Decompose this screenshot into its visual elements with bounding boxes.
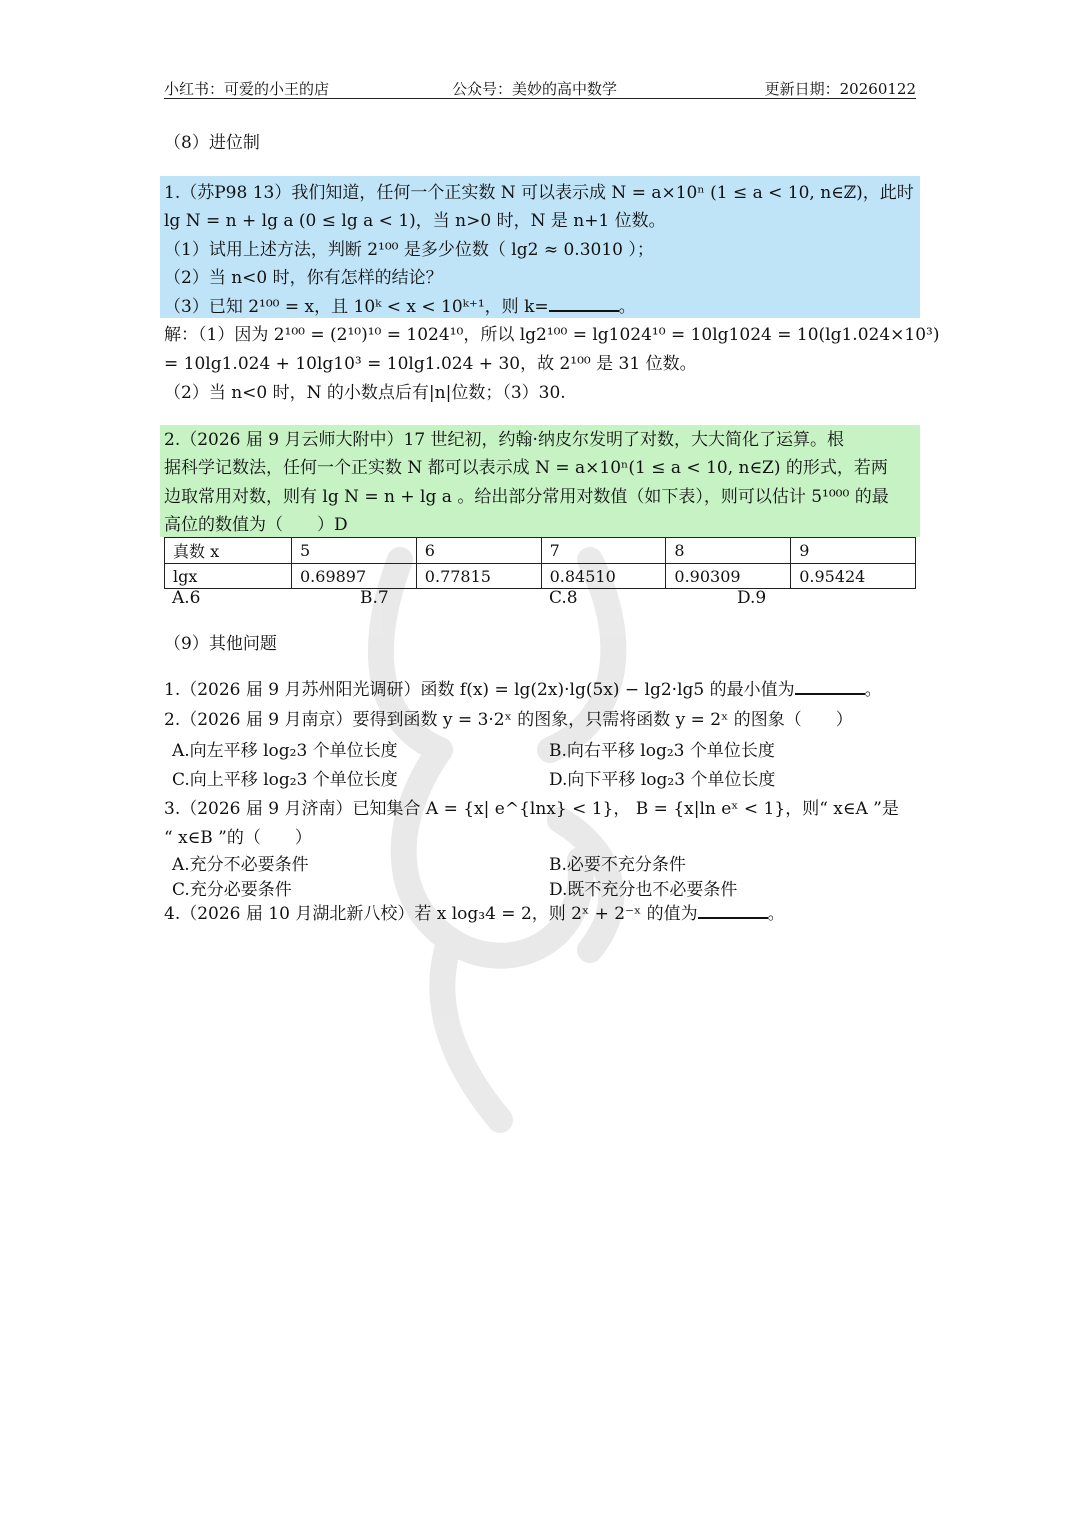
- table-cell: 0.90309: [666, 564, 791, 589]
- header-left: 小红书：可爱的小王的店: [164, 80, 330, 98]
- other-problem-1-end: 。: [864, 680, 882, 700]
- problem-1-q3-text: （3）已知 2¹⁰⁰ = x，且 10ᵏ < x < 10ᵏ⁺¹，则 k=: [164, 297, 549, 317]
- problem-1-q1: （1）试用上述方法，判断 2¹⁰⁰ 是多少位数（ lg2 ≈ 0.3010 ）；: [164, 240, 654, 260]
- problem-2-line2: 据科学记数法，任何一个正实数 N 都可以表示成 N = a×10ⁿ(1 ≤ a < 10, n∈Z) 的形式，若两: [164, 458, 888, 478]
- other-problem-4-end: 。: [767, 904, 785, 924]
- section-9-title: （9）其他问题: [164, 634, 277, 654]
- page-header: [164, 78, 916, 99]
- other-problem-2: 2.（2026 届 9 月南京）要得到函数 y = 3·2ˣ 的图象，只需将函数 y = 2ˣ 的图象（ ）: [164, 710, 853, 730]
- table-row: [165, 564, 916, 589]
- problem-1-q2: （2）当 n<0 时，你有怎样的结论？: [164, 268, 443, 288]
- problem-2-option-a: A.6: [172, 588, 201, 608]
- other-problem-3-option-d: D.既不充分也不必要条件: [549, 880, 738, 900]
- table-cell: 8: [666, 538, 791, 564]
- problem-2-option-c: C.8: [549, 588, 578, 608]
- problem-1-q3: [164, 294, 636, 320]
- table-cell: 0.77815: [416, 564, 541, 589]
- problem-2-line1: 2.（2026 届 9 月云师大附中）17 世纪初，约翰·纳皮尔发明了对数，大大简化了运算。根: [164, 430, 844, 450]
- problem-2-line4: 高位的数值为（ ）D: [164, 515, 348, 535]
- problem-2-option-b: B.7: [360, 588, 389, 608]
- problem-1-q3-end: 。: [618, 297, 636, 317]
- table-cell: 真数 x: [165, 538, 292, 564]
- other-problem-3-line1: 3.（2026 届 9 月济南）已知集合 A = {x| e^{lnx} < 1}， B = {x|ln eˣ < 1}，则“ x∈A ”是: [164, 799, 899, 819]
- problem-2-option-d: D.9: [737, 588, 767, 608]
- other-problem-4-text: 4.（2026 届 10 月湖北新八校）若 x log₃4 = 2，则 2ˣ + 2⁻ˣ 的值为: [164, 904, 698, 924]
- other-problem-2-option-c: C.向上平移 log₂3 个单位长度: [172, 770, 398, 790]
- other-problem-4: [164, 901, 785, 927]
- other-problem-3-option-b: B.必要不充分条件: [549, 855, 686, 875]
- other-problem-2-option-b: B.向右平移 log₂3 个单位长度: [549, 741, 775, 761]
- section-8-title: （8）进位制: [164, 133, 260, 153]
- other-problem-1: [164, 677, 882, 703]
- answer-blank: [795, 677, 865, 695]
- problem-1-line2: lg N = n + lg a (0 ≤ lg a < 1)，当 n>0 时，N 是 n+1 位数。: [164, 211, 666, 231]
- table-cell: 0.69897: [292, 564, 417, 589]
- other-problem-3-option-a: A.充分不必要条件: [172, 855, 309, 875]
- solution-line2: = 10lg1.024 + 10lg10³ = 10lg1.024 + 30，故 2¹⁰⁰ 是 31 位数。: [164, 354, 697, 374]
- watermark-logo: [330, 520, 660, 1140]
- answer-blank: [549, 294, 619, 312]
- table-cell: 6: [416, 538, 541, 564]
- header-right: 更新日期：20260122: [764, 80, 916, 98]
- table-cell: 0.84510: [541, 564, 666, 589]
- table-cell: 7: [541, 538, 666, 564]
- problem-2-line3: 边取常用对数，则有 lg N = n + lg a 。给出部分常用对数值（如下表），则可以估计 5¹⁰⁰⁰ 的最: [164, 487, 889, 507]
- table-cell: lgx: [165, 564, 292, 589]
- table-cell: 5: [292, 538, 417, 564]
- problem-1-line1: 1.（苏P98 13）我们知道，任何一个正实数 N 可以表示成 N = a×10ⁿ (1 ≤ a < 10, n∈ℤ)，此时: [164, 183, 914, 203]
- header-center: 公众号：美妙的高中数学: [452, 80, 618, 98]
- table-cell: 9: [791, 538, 916, 564]
- other-problem-2-option-a: A.向左平移 log₂3 个单位长度: [172, 741, 398, 761]
- table-row: [165, 538, 916, 564]
- answer-blank: [698, 901, 768, 919]
- other-problem-3-line2: “ x∈B ”的（ ）: [164, 828, 312, 848]
- solution-line3: （2）当 n<0 时，N 的小数点后有|n|位数；（3）30.: [164, 383, 566, 403]
- other-problem-3-option-c: C.充分必要条件: [172, 880, 292, 900]
- other-problem-2-option-d: D.向下平移 log₂3 个单位长度: [549, 770, 776, 790]
- solution-line1: 解：（1）因为 2¹⁰⁰ = (2¹⁰)¹⁰ = 1024¹⁰，所以 lg2¹⁰⁰ = lg1024¹⁰ = 10lg1024 = 10(lg1.024×10³): [164, 325, 940, 345]
- log-table: [164, 537, 916, 589]
- other-problem-1-text: 1.（2026 届 9 月苏州阳光调研）函数 f(x) = lg(2x)·lg(5x) − lg2·lg5 的最小值为: [164, 680, 795, 700]
- table-cell: 0.95424: [791, 564, 916, 589]
